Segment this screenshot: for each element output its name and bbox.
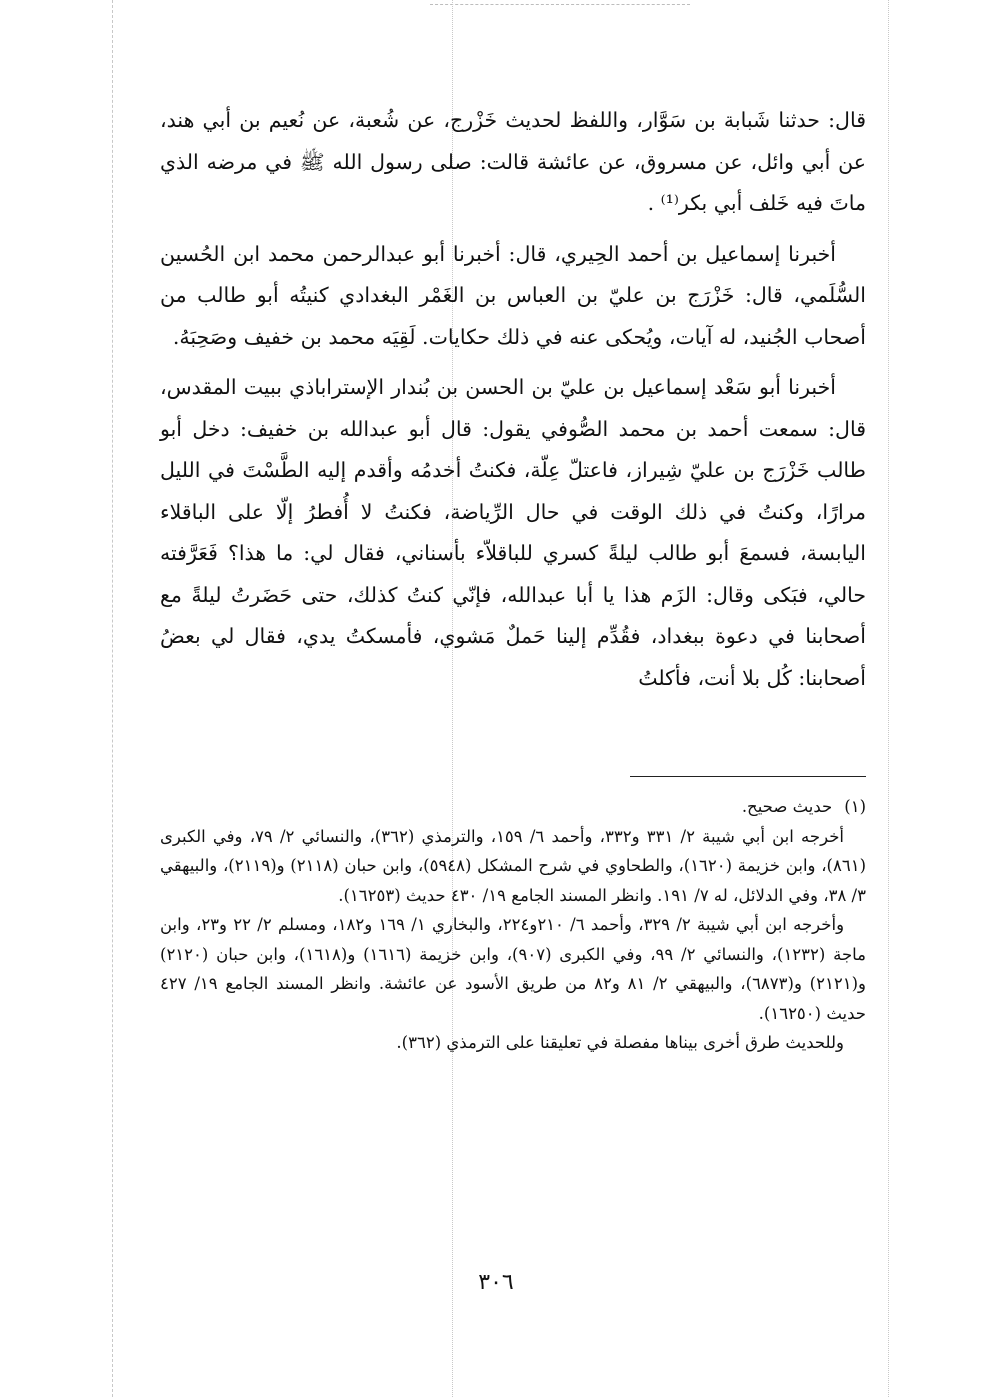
footnotes xyxy=(160,792,866,1058)
footnote-paragraph: وللحديث طرق أخرى بيناها مفصلة في تعليقنا على الترمذي (٣٦٢). xyxy=(396,1033,844,1052)
main-text xyxy=(160,100,866,708)
paragraph-ibn-khafif-story: أخبرنا أبو سَعْد إسماعيل بن عليّ بن الحسن بن بُندار الإستراباذي ببيت المقدس، قال: سمعت أحمد بن محمد الصُّوفي يقول: قال أبو عبدالله بن خفيف: دخل أبو طالب خَزْرَج بن عليّ شِيراز، فاعتلّ عِلّة، فكنتُ أخدمُه وأقدم إليه الطَّسْتَ في الليل مرارًا، وكنتُ في ذلك الوقت في حال الرِّياضة، فكنتُ لا أُفطرُ إلّا على الباقلاء اليابسة، فسمعَ أبو طالب ليلةً كسري للباقلاّء بأسناني، فقال لي: ما هذا؟ فَعَرَّفته حالي، فبَكى وقال: الزَم هذا يا أبا عبدالله، فإنّي كنتُ كذلك، حتى حَضَرتُ ليلةً مع أصحابنا في دعوة ببغداد، فقُدِّم إلينا حَملٌ مَشوي، فأمسكتُ يدي، فقال لي بعضُ أصحابنا: كُل بلا أنت، فأكلتُ xyxy=(160,375,866,690)
footnote-paragraph: أخرجه ابن أبي شيبة ٢/ ٣٣١ و٣٣٢، وأحمد ٦/ ١٥٩، والترمذي (٣٦٢)، والنسائي ٢/ ٧٩، وفي الكبرى (٨٦١)، وابن خزيمة (١٦٢٠)، والطحاوي في شرح المشكل (٥٩٤٨)، وابن حبان (٢١١٨) و(٢١١٩)، والبيهقي ٣/ ٣٨، وفي الدلائل، له ٧/ ١٩١. وانظر المسند الجامع ١٩/ ٤٣٠ حديث (١٦٢٥٣). xyxy=(160,826,867,905)
paragraph-hadith-chain: قال: حدثنا شَبابة بن سَوَّار، واللفظ لحديث خَزْرج، عن شُعبة، عن نُعيم بن أبي هند، عن أبي وائل، عن مسروق، عن عائشة قالت: صلى رسول الله ﷺ في مرضه الذي ماتَ فيه خَلف أبي بكر⁽¹⁾ . xyxy=(160,108,866,215)
footnote-heading: حديث صحيح. xyxy=(741,797,833,816)
footnote-separator xyxy=(630,776,866,777)
footnote-number: (١) xyxy=(844,797,866,816)
paragraph-khazraj-biography: أخبرنا إسماعيل بن أحمد الحِيري، قال: أخبرنا أبو عبدالرحمن محمد ابن الحُسين السُّلَمي، قال: خَزْرَج بن عليّ بن العباس بن الغَمْر البغدادي كنيتُه أبو طالب من أصحاب الجُنيد، له آيات، ويُحكى عنه في ذلك حكايات. لَقِيَه محمد بن خفيف وصَحِبَهُ. xyxy=(160,241,866,349)
scan-fold-line xyxy=(112,0,113,1397)
footnote-heading-line xyxy=(160,792,866,822)
page-number: ٣٠٦ xyxy=(478,1270,514,1295)
scan-fold-line xyxy=(888,0,889,1397)
scan-edge-mark xyxy=(430,4,690,5)
footnote-paragraph: وأخرجه ابن أبي شيبة ٢/ ٣٢٩، وأحمد ٦/ ٢١٠و٢٢٤، والبخاري ١/ ١٦٩ و١٨٢، ومسلم ٢/ ٢٢ و٢٣، وابن ماجة (١٢٣٢)، والنسائي ٢/ ٩٩، وفي الكبرى (٩٠٧)، وابن خزيمة (١٦١٦) و(١٦١٨)، وابن حبان (٢١٢٠) و(٢١٢١) و(٦٨٧٣)، والبيهقي ٢/ ٨١ و٨٢ من طريق الأسود عن عائشة. وانظر المسند الجامع ١٩/ ٤٢٧ حديث (١٦٢٥٠). xyxy=(160,915,867,1023)
